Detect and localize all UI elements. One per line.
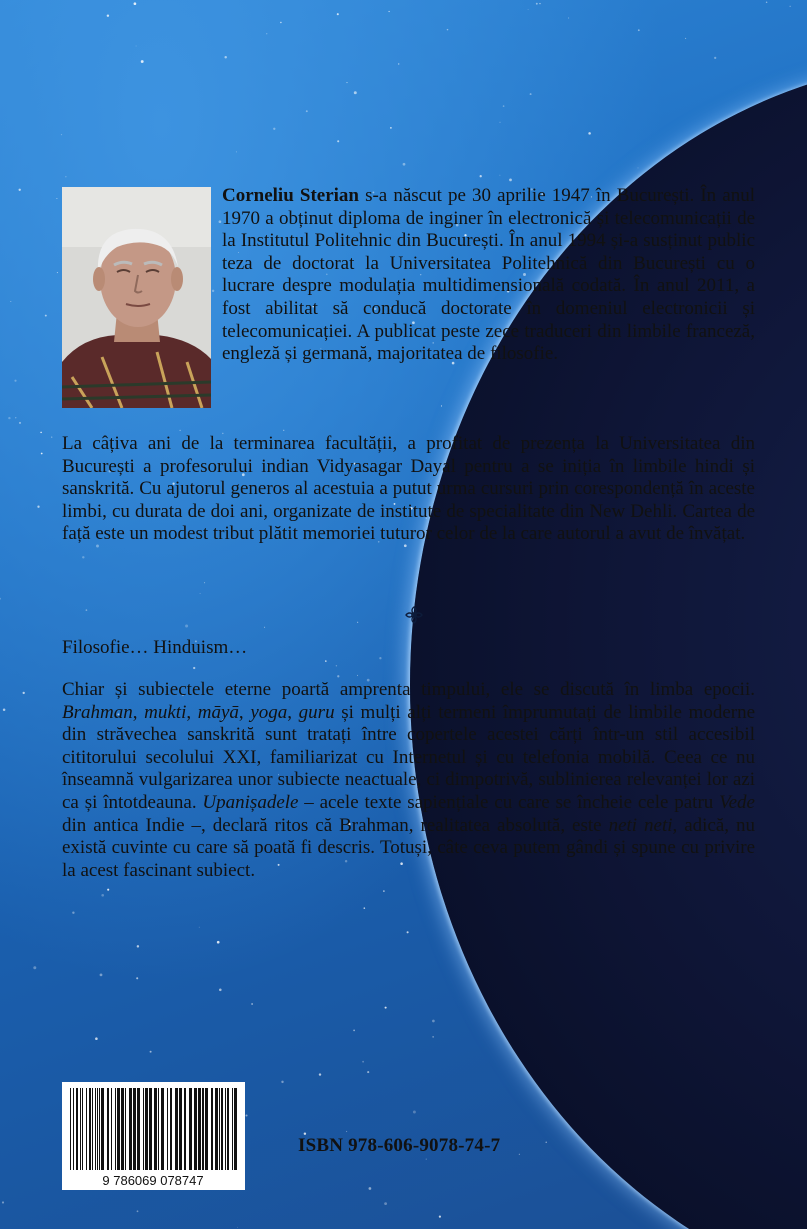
- star: [23, 692, 25, 694]
- star: [546, 1142, 547, 1143]
- star: [82, 556, 84, 558]
- desc-text: Chiar și subiectele eterne poartă amprenta timpului, ele se discută în limba epocii.: [62, 679, 755, 700]
- isbn-number: ISBN 978-606-9078-74-7: [298, 1135, 501, 1156]
- barcode-bar: [189, 1088, 192, 1170]
- star: [337, 140, 339, 142]
- star: [766, 2, 768, 4]
- star: [14, 380, 16, 382]
- desc-sep: ,: [186, 701, 198, 723]
- star: [407, 931, 409, 933]
- star: [185, 625, 188, 628]
- star: [251, 1003, 253, 1005]
- barcode-bar: [202, 1088, 204, 1170]
- star: [346, 1131, 347, 1132]
- star: [107, 889, 109, 891]
- barcode-bar: [198, 1088, 201, 1170]
- star: [193, 667, 195, 669]
- barcode-bar: [211, 1088, 213, 1170]
- barcode-bar: [219, 1088, 220, 1170]
- star: [212, 290, 214, 292]
- star: [384, 1202, 387, 1205]
- genre-line: Filosofie… Hinduism…: [62, 637, 248, 658]
- barcode-bar: [121, 1088, 124, 1170]
- barcode-bar: [167, 1088, 168, 1170]
- star: [588, 132, 591, 135]
- star: [37, 506, 39, 508]
- star: [264, 627, 265, 628]
- star: [536, 3, 538, 5]
- star: [509, 179, 512, 182]
- star: [57, 272, 58, 273]
- star: [245, 1114, 247, 1116]
- star: [398, 63, 399, 64]
- barcode-bar: [125, 1088, 126, 1170]
- book-description: [62, 679, 755, 882]
- desc-text: , adică, nu există cuvinte cu care să poată fi descris. Totuși, câte ceva putem gândi și spune cu privire la acest fascinant subiect.: [62, 814, 756, 881]
- star: [72, 911, 74, 913]
- star: [447, 29, 449, 31]
- term-mukti: mukti: [144, 701, 187, 723]
- star: [441, 405, 442, 406]
- author-study-paragraph: La câțiva ani de la terminarea facultății, a profitat de prezența la Universitatea din București a profesorului indian Vidyasagar Dayal pentru a se iniția în limbile hindi și sanskrită. Cu ajutorul generos al acestuia a putut urma cursuri prin corespondență în aceste limbi, cu durata de doi ani, organizate de institute de specialitate din New Dehli. Cartea de față este un modest tribut plătit memoriei tuturor celor de la care autorul a avut de învățat.: [62, 433, 755, 545]
- barcode-bar: [232, 1088, 233, 1170]
- term-neti-neti: neti neti: [608, 814, 673, 836]
- desc-text: din antica Indie –, declară ritos că Brahman, realitatea absolută, este: [62, 814, 609, 836]
- star: [364, 907, 366, 909]
- star: [500, 122, 501, 123]
- star: [503, 105, 505, 107]
- barcode-bar: [184, 1088, 186, 1170]
- star: [141, 60, 144, 63]
- star: [237, 1227, 238, 1228]
- star: [432, 1036, 433, 1037]
- barcode-bar: [227, 1088, 229, 1170]
- star: [15, 417, 16, 418]
- star: [337, 675, 339, 677]
- star: [136, 977, 138, 979]
- barcode-digits: 9 786069 078747: [102, 1173, 204, 1188]
- star: [426, 1159, 427, 1160]
- desc-text: și mulți alți termeni împrumutați de limbile moderne din străvechea sanskrită sunt tratați între copertele acestei cărți într-un stil accesibil cititorului secolului XXI, familiarizat cu Internetul și cu telefonia mobilă. Ceea ce nu înseamnă vulgarizarea unor subiecte neactuale, ci dimpotrivă, sublinierea relevanței lor azi ca și întotdeauna.: [62, 701, 756, 813]
- star: [219, 220, 222, 223]
- star: [41, 453, 43, 455]
- barcode-bar: [99, 1088, 100, 1170]
- star: [480, 175, 482, 177]
- barcode-bar: [215, 1088, 218, 1170]
- star: [136, 46, 137, 47]
- star: [336, 665, 337, 666]
- star: [383, 890, 384, 891]
- star: [40, 432, 42, 434]
- star: [19, 189, 21, 191]
- star: [530, 93, 532, 95]
- star: [101, 894, 104, 897]
- barcode-bar: [133, 1088, 136, 1170]
- barcode-bar: [158, 1088, 159, 1170]
- star: [568, 17, 569, 18]
- term-yoga: yoga: [250, 701, 288, 723]
- barcode-bar: [145, 1088, 148, 1170]
- star: [0, 598, 1, 600]
- barcode-bar: [95, 1088, 96, 1170]
- barcode-bar: [143, 1088, 144, 1170]
- star: [325, 660, 327, 662]
- author-photo: [62, 187, 211, 408]
- barcode-bar: [111, 1088, 112, 1170]
- star: [45, 315, 47, 317]
- term-upanisadele: Upanișadele: [202, 791, 299, 813]
- star: [200, 593, 201, 594]
- star: [790, 6, 791, 7]
- desc-sep: ,: [132, 701, 145, 723]
- star: [150, 1051, 152, 1053]
- star: [137, 1210, 139, 1212]
- barcode-bar: [82, 1088, 83, 1170]
- star: [204, 582, 205, 583]
- author-name: Corneliu Sterian: [222, 185, 359, 206]
- star: [337, 13, 339, 15]
- star: [273, 128, 275, 130]
- barcode-bar: [221, 1088, 223, 1170]
- barcode-bar: [73, 1088, 74, 1170]
- isbn-barcode: [62, 1082, 245, 1190]
- star: [637, 167, 638, 168]
- star: [413, 1111, 416, 1114]
- barcode-bar: [115, 1088, 116, 1170]
- star: [539, 3, 540, 4]
- star: [137, 945, 139, 947]
- star: [2, 1201, 4, 1203]
- star: [56, 198, 57, 199]
- barcode-bar: [117, 1088, 120, 1170]
- barcode-bar: [101, 1088, 104, 1170]
- star: [353, 1030, 355, 1032]
- author-bio-text: s-a născut pe 30 aprilie 1947 în București. În anul 1970 a obținut diploma de inginer în electronică și telecomunicații de la Institutul Politehnic din București. În anul 1994 și-a susținut public teza de doctorat la Universitatea Politehnică din București cu o lucrare despre modulația multidimensională codată. În anul 2011, a fost abilitat să conducă doctorate în domeniul electronicii și telecomunicației. A publicat peste zece traduceri din limbile franceză, engleză și germană, majoritatea de filosofie.: [222, 185, 755, 365]
- star: [281, 1081, 283, 1083]
- star: [499, 175, 500, 176]
- star: [346, 82, 347, 83]
- star: [51, 436, 52, 437]
- star: [306, 110, 308, 112]
- barcode-bar: [107, 1088, 109, 1170]
- star: [199, 927, 200, 928]
- star: [236, 151, 237, 152]
- barcode-bar: [86, 1088, 87, 1170]
- star: [432, 1020, 435, 1023]
- star: [224, 56, 226, 58]
- star: [134, 2, 137, 5]
- star: [217, 941, 220, 944]
- star: [33, 966, 36, 969]
- barcode-bar: [194, 1088, 197, 1170]
- barcode-bar: [205, 1088, 208, 1170]
- star: [10, 301, 11, 302]
- barcode-bar: [225, 1088, 226, 1170]
- barcode-bar: [179, 1088, 182, 1170]
- barcode-bar: [76, 1088, 78, 1170]
- barcode-bar: [70, 1088, 71, 1170]
- desc-text: – acele texte sapiențiale cu care se încheie cele patru: [298, 791, 720, 813]
- term-vede: Vede: [719, 791, 755, 813]
- star: [65, 176, 66, 177]
- barcode-bar: [161, 1088, 164, 1170]
- barcode-bar: [89, 1088, 91, 1170]
- star: [528, 9, 529, 10]
- star: [86, 609, 88, 611]
- star: [403, 163, 406, 166]
- barcode-bar: [170, 1088, 172, 1170]
- star: [95, 1037, 98, 1040]
- star: [357, 675, 358, 676]
- star: [367, 1071, 369, 1073]
- term-brahman: Brahman: [62, 701, 133, 723]
- term-maya: māyā: [197, 701, 239, 723]
- star: [266, 33, 267, 34]
- barcode-bar: [154, 1088, 157, 1170]
- star: [385, 1007, 387, 1009]
- star: [61, 134, 62, 135]
- star: [283, 430, 284, 431]
- star: [319, 1073, 321, 1075]
- term-guru: guru: [298, 701, 335, 723]
- barcode-bar: [92, 1088, 93, 1170]
- star: [3, 709, 6, 712]
- star: [8, 417, 10, 419]
- star: [519, 1154, 520, 1155]
- star: [219, 989, 222, 992]
- star: [179, 430, 180, 431]
- star: [685, 38, 686, 39]
- desc-sep: ,: [238, 701, 251, 723]
- barcode-bar: [97, 1088, 98, 1170]
- barcode-bar: [129, 1088, 132, 1170]
- star: [19, 422, 21, 424]
- barcode-bar: [137, 1088, 140, 1170]
- barcode-bar: [234, 1088, 237, 1170]
- author-bio-paragraph: [222, 185, 755, 366]
- star: [714, 57, 716, 59]
- desc-sep: ,: [287, 701, 299, 723]
- barcode-bar: [175, 1088, 178, 1170]
- star: [280, 22, 281, 23]
- star: [390, 127, 392, 129]
- star: [439, 1216, 441, 1218]
- star: [362, 1061, 364, 1063]
- barcode-bar: [80, 1088, 81, 1170]
- star: [107, 14, 109, 16]
- star: [100, 974, 103, 977]
- star: [369, 1187, 372, 1190]
- star: [638, 29, 640, 31]
- star: [354, 91, 357, 94]
- star: [389, 11, 390, 12]
- ornament-divider-icon: [402, 603, 426, 627]
- star: [357, 622, 358, 623]
- barcode-bar: [149, 1088, 152, 1170]
